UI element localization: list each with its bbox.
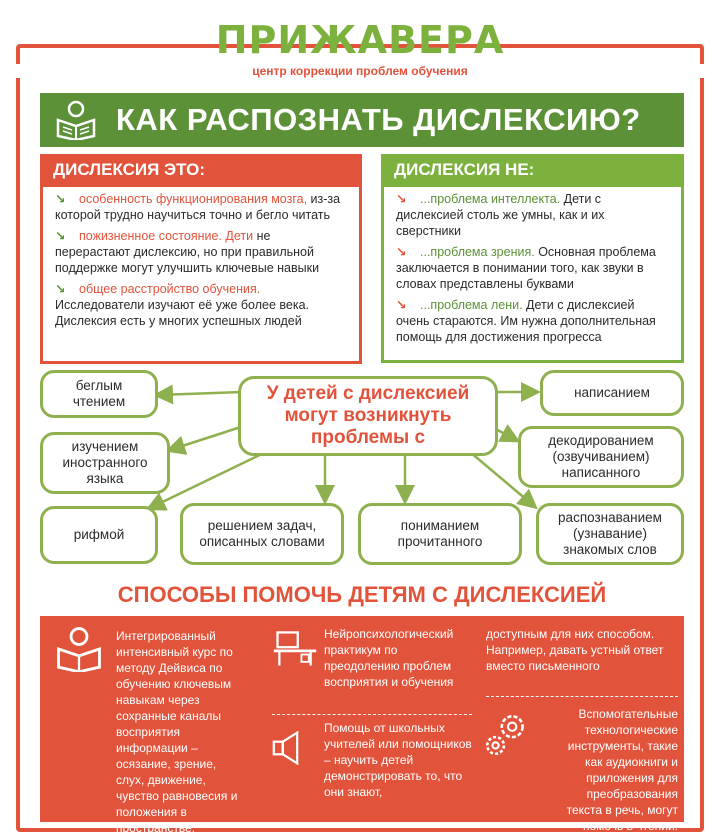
arrow-icon: ↘ — [55, 192, 66, 206]
is-item: ↘ общее расстройство обучения. Исследователи изучают её уже более века. Дислексия есть у многих успешных людей — [55, 282, 310, 328]
arrow-icon: ↘ — [55, 282, 66, 296]
help-panel — [40, 616, 684, 835]
node-decoding: декодированием (озвучиванием) написанного — [518, 426, 684, 488]
node-fluent-reading: беглым чтением — [40, 370, 158, 418]
isnot-item: ↘ ...проблема интеллекта. Дети с дислексией столь же умны, как и их сверстники — [396, 192, 605, 238]
teachers-help-text: Помощь от школьных учителей или помощников – научить детей демонстрировать то, что они знают, — [324, 721, 472, 799]
help-heading: СПОСОБЫ ПОМОЧЬ ДЕТЯМ С ДИСЛЕКСИЕЙ — [117, 582, 607, 607]
arrow-icon: ↘ — [396, 192, 407, 206]
dyslexia-is-not-heading: ДИСЛЕКСИЯ НЕ: — [384, 157, 681, 187]
node-word-recognition: распознаванием (узнавание) знакомых слов — [536, 503, 684, 565]
is-item: ↘ особенность функционирования мозга, из-за которой трудно научиться точно и бегло читать — [55, 192, 341, 222]
isnot-item: ↘ ...проблема лени. Дети с дислексией очень стараются. Им нужна дополнительная помощь для достижения прогресса — [396, 298, 656, 344]
logo: ПРИЖАВЕРА — [215, 18, 505, 62]
dyslexia-is-heading: ДИСЛЕКСИЯ ЭТО: — [43, 157, 359, 187]
arrow-icon: ↘ — [396, 298, 407, 312]
diagram-center: У детей с дислексией могут возникнуть проблемы с — [238, 376, 498, 456]
is-item: ↘ пожизненное состояние. Дети не перерастают дислексию, но при правильной поддержке могут улучшить ключевые навыки — [55, 229, 320, 275]
page-title: КАК РАСПОЗНАТЬ ДИСЛЕКСИЮ? — [116, 102, 641, 137]
node-writing: написанием — [540, 370, 684, 416]
node-foreign-language: изучением иностранного языка — [40, 432, 170, 494]
divider — [272, 714, 472, 715]
tagline: центр коррекции проблем обучения — [0, 64, 720, 78]
divider — [486, 696, 678, 697]
neuro-practicum-text: Нейропсихологический практикум по преодолению проблем восприятия и обучения — [324, 627, 454, 689]
davis-method-text: Интегрированный интенсивный курс по методу Дейвиса по обучению ключевым навыкам через сохранные каналы восприятия информации – осязание, зрение, слух, движение, чувство равновесия и положения в пространстве. — [116, 629, 238, 835]
node-comprehension: пониманием прочитанного — [358, 503, 522, 565]
connector — [158, 392, 242, 395]
teachers-help-continued: доступным для них способом. Например, давать устный ответ вместо письменного — [486, 627, 664, 673]
isnot-item: ↘ ...проблема зрения. Основная проблема заключается в понимании того, как звуки в словах представлены буквами — [396, 245, 656, 291]
tech-tools-text: Вспомогательные технологические инструменты, такие как аудиокниги и приложения для преобразования текста в речь, могут помочь в чтении. — [566, 707, 678, 833]
node-rhyme: рифмой — [40, 506, 158, 564]
arrow-icon: ↘ — [396, 245, 407, 259]
arrow-icon: ↘ — [55, 229, 66, 243]
node-word-problems: решением задач, описанных словами — [180, 503, 344, 565]
